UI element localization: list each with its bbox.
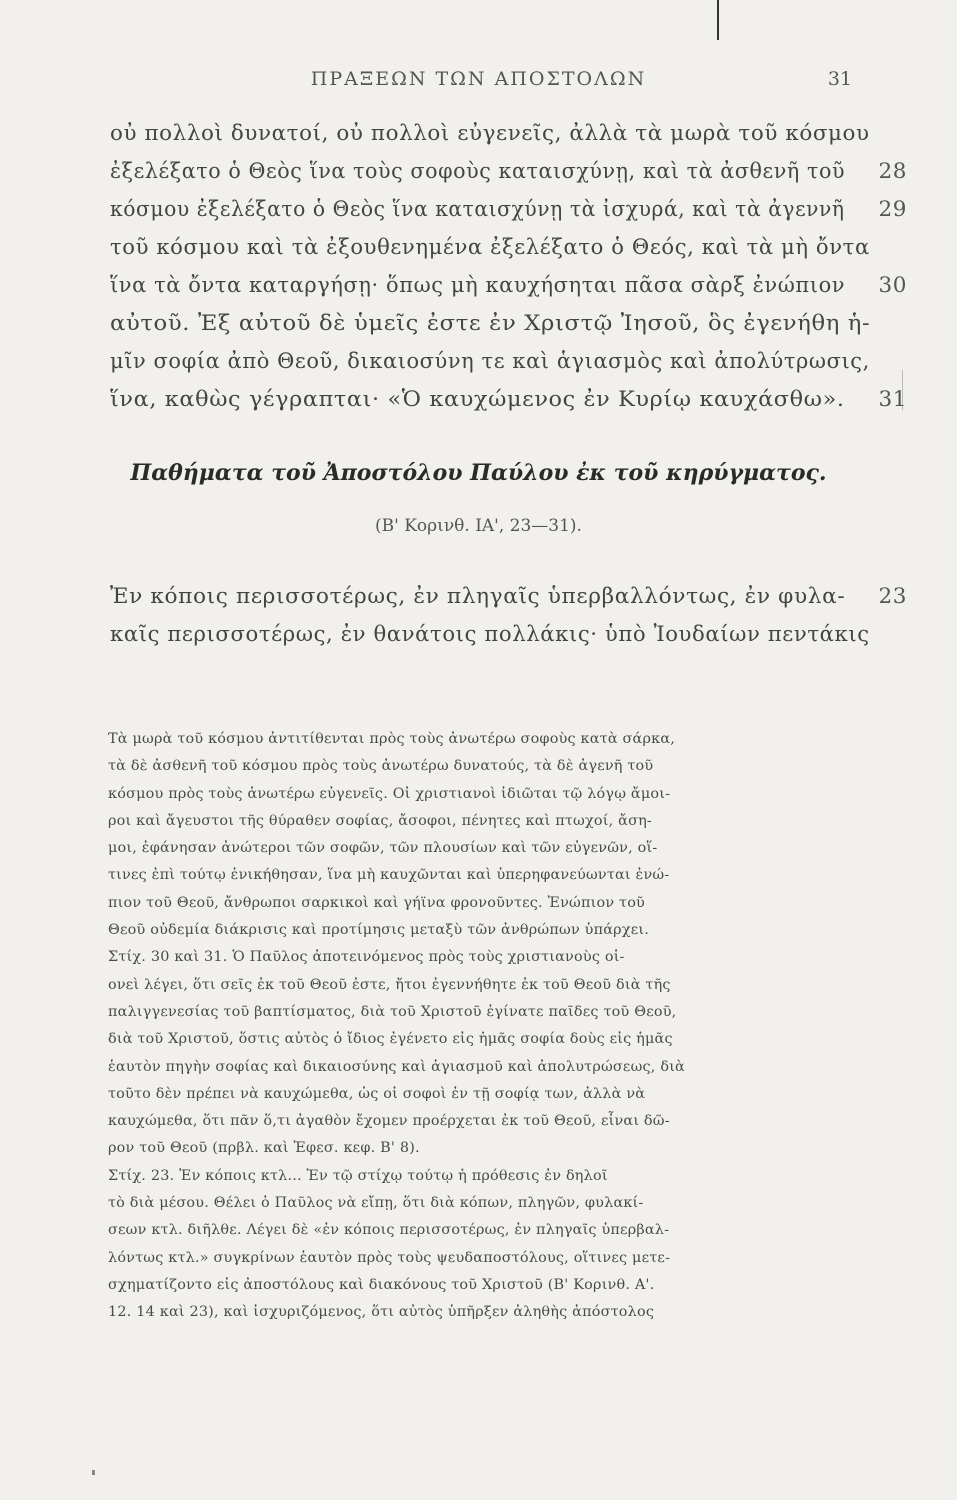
commentary-line: σχηματίζοντο εἰς ἀποστόλους καὶ διακόνους τοῦ Χριστοῦ (Β' Κορινθ. Α'. bbox=[108, 1276, 655, 1293]
verse-line bbox=[110, 305, 915, 343]
commentary-line: ονεὶ λέγει, ὅτι σεῖς ἐκ τοῦ Θεοῦ ἐστε, ἤτοι ἐγεννήθητε ἐκ τοῦ Θεοῦ διὰ τῆς bbox=[108, 976, 671, 993]
commentary-text bbox=[108, 726, 868, 1327]
verse-number: 31 bbox=[878, 387, 907, 412]
verse-line bbox=[110, 267, 915, 305]
commentary-line: τὰ δὲ ἀσθενῆ τοῦ κόσμου πρὸς τοὺς ἀνωτέρω δυνατούς, τὰ δὲ ἀγενῆ τοῦ bbox=[108, 758, 654, 775]
page-number: 31 bbox=[827, 68, 852, 90]
commentary-line: Τὰ μωρὰ τοῦ κόσμου ἀντιτίθενται πρὸς τοὺς ἀνωτέρω σοφοὺς κατὰ σάρκα, bbox=[108, 731, 676, 747]
verse-text: μῖν σοφία ἀπὸ Θεοῦ, δικαιοσύνη τε καὶ ἁγιασμὸς καὶ ἀπολύτρωσις, bbox=[110, 349, 870, 374]
section-reference: (Β' Κορινθ. ΙΑ', 23—31). bbox=[375, 516, 582, 536]
commentary-line: Θεοῦ οὐδεμία διάκρισις καὶ προτίμησις μεταξὺ τῶν ἀνθρώπων ὑπάρχει. bbox=[108, 922, 650, 939]
commentary-line: Στίχ. 30 καὶ 31. Ὁ Παῦλος ἀποτεινόμενος πρὸς τοὺς χριστιανοὺς οἱ- bbox=[108, 949, 625, 966]
commentary-line: Στίχ. 23. Ἐν κόποις κτλ... Ἐν τῷ στίχῳ τούτῳ ἡ πρόθεσις ἐν δηλοῖ bbox=[108, 1167, 608, 1184]
verse-line bbox=[110, 229, 915, 267]
commentary-line: διὰ τοῦ Χριστοῦ, ὅστις αὐτὸς ὁ ἴδιος ἐγένετο εἰς ἡμᾶς σοφία δοὺς εἰς ἡμᾶς bbox=[108, 1031, 673, 1048]
page-header bbox=[0, 68, 957, 98]
commentary-line: μοι, ἐφάνησαν ἀνώτεροι τῶν σοφῶν, τῶν πλουσίων καὶ τῶν εὐγενῶν, οἵ- bbox=[108, 840, 658, 857]
scan-mark bbox=[717, 0, 719, 40]
verse-text: οὐ πολλοὶ δυνατοί, οὐ πολλοὶ εὐγενεῖς, ἀλλὰ τὰ μωρὰ τοῦ κόσμου bbox=[110, 121, 870, 146]
commentary-line: πιον τοῦ Θεοῦ, ἄνθρωποι σαρκικοὶ καὶ γήϊνα φρονοῦντες. Ἐνώπιον τοῦ bbox=[108, 894, 646, 911]
verse-text: Ἐν κόποις περισσοτέρως, ἐν πληγαῖς ὑπερβαλλόντως, ἐν φυλα- bbox=[110, 584, 846, 609]
verse-number: 29 bbox=[878, 197, 907, 222]
commentary-line: λόντως κτλ.» συγκρίνων ἑαυτὸν πρὸς τοὺς ψευδαποστόλους, οἵτινες μετε- bbox=[108, 1249, 671, 1266]
running-title: ΠΡΑΞΕΩΝ ΤΩΝ ΑΠΟΣΤΟΛΩΝ bbox=[310, 68, 647, 90]
verse-text: καῖς περισσοτέρως, ἐν θανάτοις πολλάκις· ὑπὸ Ἰουδαίων πεντάκις bbox=[110, 622, 870, 647]
scripture-text-top bbox=[110, 115, 915, 419]
commentary-line: καυχώμεθα, ὅτι πᾶν ὅ,τι ἀγαθὸν ἔχομεν προέρχεται ἐκ τοῦ Θεοῦ, εἶναι δῶ- bbox=[108, 1113, 670, 1130]
verse-text: αὐτοῦ. Ἐξ αὐτοῦ δὲ ὑμεῖς ἐστε ἐν Χριστῷ Ἰησοῦ, ὃς ἐγενήθη ἡ- bbox=[110, 311, 871, 336]
commentary-line: ρον τοῦ Θεοῦ (πρβλ. καὶ Ἐφεσ. κεφ. Β' 8). bbox=[108, 1140, 420, 1157]
verse-line bbox=[110, 616, 915, 654]
verse-text: ἵνα, καθὼς γέγραπται· «Ὁ καυχώμενος ἐν Κυρίῳ καυχάσθω». bbox=[110, 387, 845, 412]
commentary-line: 12. 14 καὶ 23), καὶ ἰσχυριζόμενος, ὅτι αὐτὸς ὑπῆρξεν ἀληθὴς ἀπόστολος bbox=[108, 1304, 655, 1321]
scripture-text-section bbox=[110, 578, 915, 654]
verse-number: 28 bbox=[878, 159, 907, 184]
commentary-line: ἑαυτὸν πηγὴν σοφίας καὶ δικαιοσύνης καὶ ἁγιασμοῦ καὶ ἀπολυτρώσεως, διὰ bbox=[108, 1058, 685, 1075]
verse-text: κόσμου ἐξελέξατο ὁ Θεὸς ἵνα καταισχύνῃ τὰ ἰσχυρά, καὶ τὰ ἀγεννῆ bbox=[110, 197, 845, 222]
commentary-line: κόσμου πρὸς τοὺς ἀνωτέρω εὐγενεῖς. Οἱ χριστιανοὶ ἰδιῶται τῷ λόγῳ ἄμοι- bbox=[108, 785, 671, 802]
commentary-line: τινες ἐπὶ τούτῳ ἐνικήθησαν, ἵνα μὴ καυχῶνται καὶ ὑπερηφανεύωνται ἐνώ- bbox=[108, 867, 670, 884]
verse-line bbox=[110, 191, 915, 229]
scan-speck bbox=[92, 1470, 95, 1475]
commentary-line: σεων κτλ. διῆλθε. Λέγει δὲ «ἐν κόποις περισσοτέρως, ἐν πληγαῖς ὑπερβαλ- bbox=[108, 1222, 670, 1239]
verse-number: 23 bbox=[878, 584, 907, 609]
verse-line bbox=[110, 578, 915, 616]
verse-line bbox=[110, 381, 915, 419]
verse-text: ἵνα τὰ ὄντα καταργήσῃ· ὅπως μὴ καυχήσηται πᾶσα σὰρξ ἐνώπιον bbox=[110, 273, 846, 298]
commentary-line: τοῦτο δὲν πρέπει νὰ καυχώμεθα, ὡς οἱ σοφοὶ ἐν τῇ σοφίᾳ των, ἀλλὰ νὰ bbox=[108, 1085, 646, 1102]
verse-line bbox=[110, 115, 915, 153]
commentary-line: ροι καὶ ἄγευστοι τῆς θύραθεν σοφίας, ἄσοφοι, πένητες καὶ πτωχοί, ἄση- bbox=[108, 812, 652, 829]
verse-text: τοῦ κόσμου καὶ τὰ ἐξουθενημένα ἐξελέξατο ὁ Θεός, καὶ τὰ μὴ ὄντα bbox=[110, 235, 870, 260]
verse-text: ἐξελέξατο ὁ Θεὸς ἵνα τοὺς σοφοὺς καταισχύνῃ, καὶ τὰ ἀσθενῆ τοῦ bbox=[110, 159, 846, 184]
verse-line bbox=[110, 153, 915, 191]
verse-number: 30 bbox=[878, 273, 907, 298]
section-heading: Παθήματα τοῦ Ἀποστόλου Παύλου ἐκ τοῦ κηρύγματος. bbox=[130, 460, 827, 486]
commentary-line: τὸ διὰ μέσου. Θέλει ὁ Παῦλος νὰ εἴπῃ, ὅτι διὰ κόπων, πληγῶν, φυλακί- bbox=[108, 1195, 644, 1212]
verse-line bbox=[110, 343, 915, 381]
commentary-line: παλιγγενεσίας τοῦ βαπτίσματος, διὰ τοῦ Χριστοῦ ἐγίνατε παῖδες τοῦ Θεοῦ, bbox=[108, 1003, 677, 1020]
